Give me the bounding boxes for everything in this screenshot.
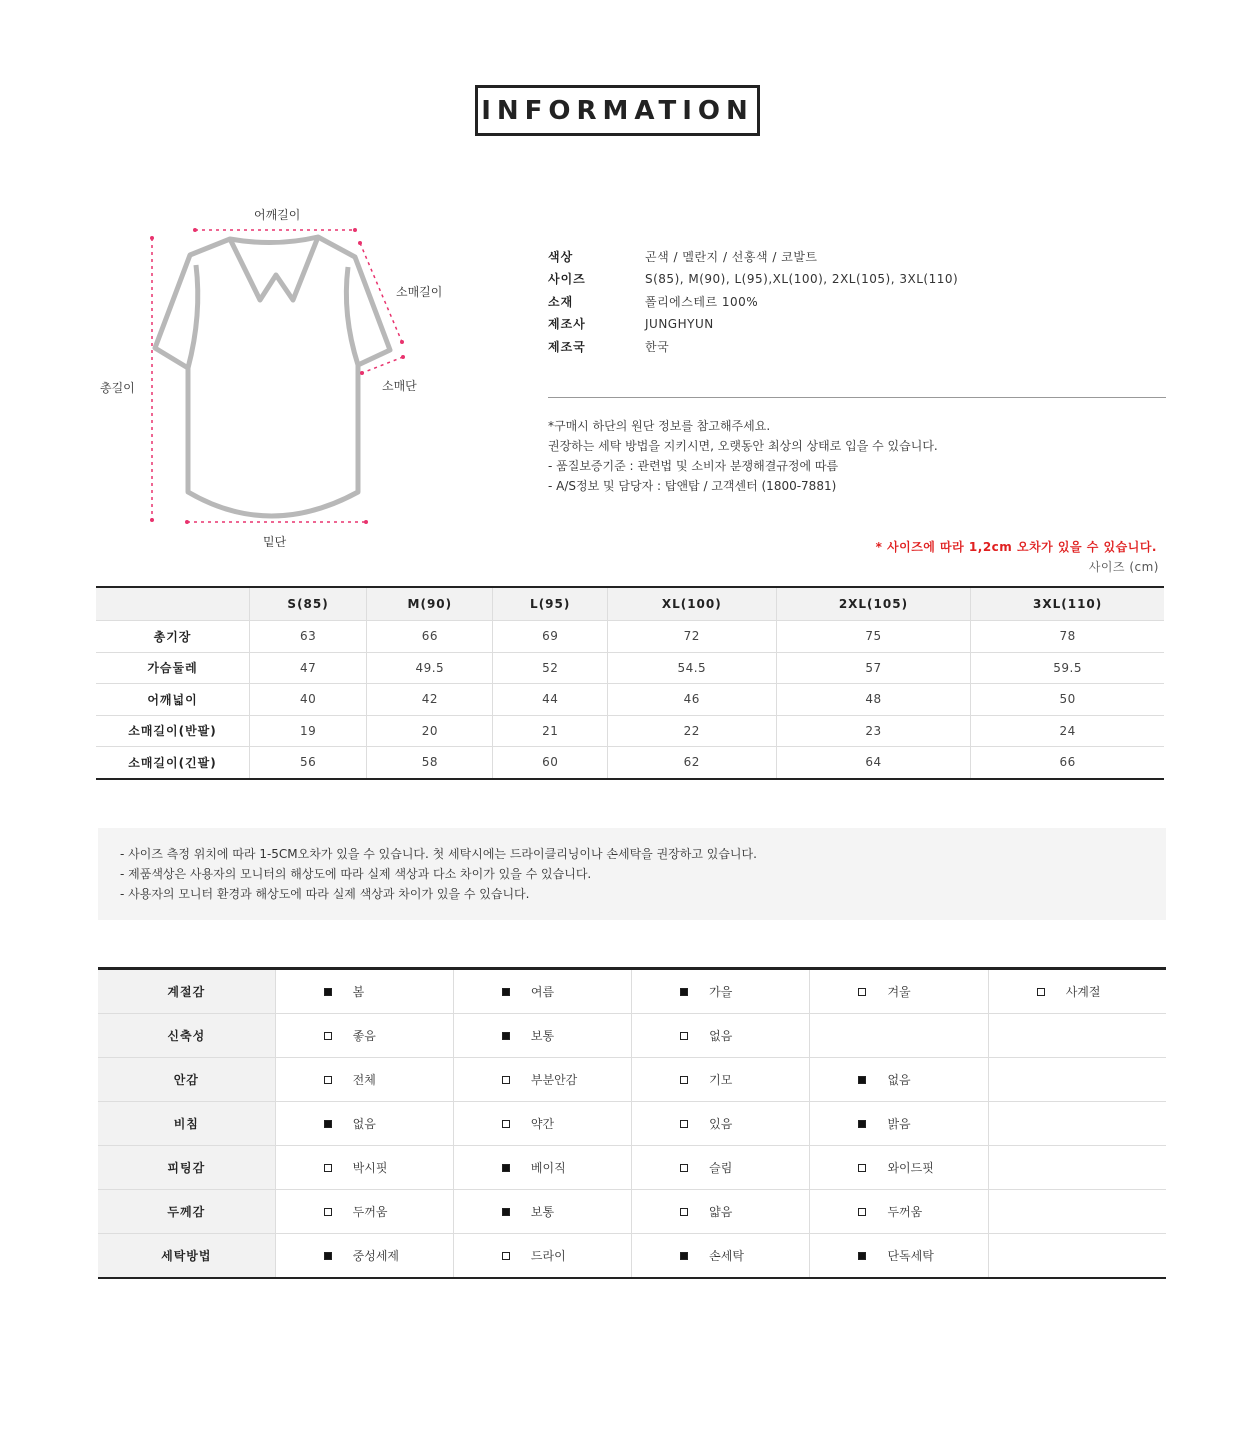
header-cell: XL(100)	[607, 587, 776, 621]
property-cell	[275, 1014, 453, 1058]
table-cell: 49.5	[367, 652, 493, 684]
table-cell: 63	[250, 621, 367, 653]
option-label: 좋음	[352, 1029, 376, 1043]
unchecked-box-icon	[502, 1252, 510, 1260]
table-row	[98, 969, 1166, 1014]
property-option	[989, 983, 1166, 1000]
option-label: 얇음	[709, 1205, 733, 1219]
option-label: 부분안감	[530, 1073, 578, 1087]
option-label: 보통	[530, 1029, 555, 1043]
property-cell	[988, 1190, 1166, 1234]
property-option	[810, 1071, 987, 1088]
option-label: 드라이	[530, 1249, 566, 1263]
table-row	[96, 621, 1164, 653]
checked-box-icon	[502, 1032, 510, 1040]
property-option	[454, 1247, 631, 1264]
unchecked-box-icon	[324, 1208, 332, 1216]
row-label: 어깨넓이	[96, 684, 250, 716]
unchecked-box-icon	[680, 1164, 688, 1172]
property-cell	[453, 969, 631, 1014]
property-cell	[810, 1234, 988, 1279]
property-cell	[275, 1058, 453, 1102]
unchecked-box-icon	[680, 1208, 688, 1216]
row-label: 총기장	[96, 621, 250, 653]
note-line: *구매시 하단의 원단 정보를 참고해주세요.	[548, 419, 771, 433]
spec-value: 곤색 / 멜란지 / 선홍색 / 코발트	[645, 249, 818, 264]
table-cell: 62	[607, 747, 776, 779]
care-notes-box	[98, 828, 1166, 920]
property-cell	[453, 1014, 631, 1058]
table-cell: 46	[607, 684, 776, 716]
property-cell	[453, 1146, 631, 1190]
property-option	[632, 1071, 809, 1088]
table-cell: 19	[250, 715, 367, 747]
property-cell	[988, 1146, 1166, 1190]
label-hem: 밑단	[263, 535, 287, 549]
property-cell	[453, 1058, 631, 1102]
header-cell: 2XL(105)	[776, 587, 971, 621]
property-cell	[810, 1058, 988, 1102]
checked-box-icon	[502, 1208, 510, 1216]
table-cell: 69	[493, 621, 607, 653]
header-cell: M(90)	[367, 587, 493, 621]
spec-list	[548, 245, 958, 358]
unchecked-box-icon	[680, 1120, 688, 1128]
property-option	[454, 1203, 631, 1220]
spec-row-color	[548, 245, 958, 268]
header-cell: S(85)	[250, 587, 367, 621]
checked-box-icon	[502, 1164, 510, 1172]
property-option	[632, 1027, 809, 1044]
care-note-line: - 사이즈 측정 위치에 따라 1-5CM오차가 있을 수 있습니다. 첫 세탁시에는 드라이클리닝이나 손세탁을 권장하고 있습니다.	[120, 847, 757, 861]
table-cell: 64	[776, 747, 971, 779]
option-label: 가을	[709, 985, 733, 999]
property-option	[276, 1071, 453, 1088]
table-row	[98, 1058, 1166, 1102]
care-note-line: - 사용자의 모니터 환경과 해상도에 따라 실제 색상과 차이가 있을 수 있습니다.	[120, 887, 530, 901]
property-cell	[275, 1190, 453, 1234]
property-cell	[275, 1102, 453, 1146]
property-option	[632, 1247, 809, 1264]
spec-row-maker	[548, 313, 958, 336]
table-row	[96, 715, 1164, 747]
unchecked-box-icon	[324, 1032, 332, 1040]
row-label: 소매길이(긴팔)	[96, 747, 250, 779]
property-option	[810, 1115, 987, 1132]
table-row	[98, 1146, 1166, 1190]
property-option	[454, 1159, 631, 1176]
unchecked-box-icon	[324, 1076, 332, 1084]
checked-box-icon	[324, 1252, 332, 1260]
table-cell: 59.5	[971, 652, 1164, 684]
property-option	[810, 1247, 987, 1264]
table-row	[96, 747, 1164, 779]
fabric-properties-table	[98, 967, 1166, 1279]
label-sleeve-length: 소매길이	[396, 285, 443, 299]
label-sleeve-end: 소매단	[382, 379, 417, 393]
checked-box-icon	[680, 988, 688, 996]
option-label: 여름	[530, 985, 555, 999]
checked-box-icon	[324, 1120, 332, 1128]
table-cell: 21	[493, 715, 607, 747]
property-option	[276, 1159, 453, 1176]
unchecked-box-icon	[502, 1076, 510, 1084]
table-cell: 22	[607, 715, 776, 747]
property-label: 계절감	[98, 969, 275, 1014]
table-cell: 48	[776, 684, 971, 716]
table-row	[98, 1234, 1166, 1279]
option-label: 손세탁	[709, 1249, 744, 1263]
header-cell: L(95)	[493, 587, 607, 621]
property-option	[632, 1115, 809, 1132]
property-label: 피팅감	[98, 1146, 275, 1190]
option-label: 봄	[352, 985, 365, 999]
option-label: 중성세제	[352, 1249, 400, 1263]
property-cell	[988, 1014, 1166, 1058]
care-note-line: - 제품색상은 사용자의 모니터의 해상도에 따라 실제 색상과 다소 차이가 있을 수 있습니다.	[120, 867, 592, 881]
option-label: 기모	[709, 1073, 733, 1087]
property-cell	[275, 969, 453, 1014]
label-shoulder: 어깨길이	[254, 208, 301, 222]
checked-box-icon	[502, 988, 510, 996]
unchecked-box-icon	[680, 1032, 688, 1040]
unchecked-box-icon	[858, 1208, 866, 1216]
spec-label: 사이즈	[548, 272, 586, 287]
property-cell	[453, 1102, 631, 1146]
unchecked-box-icon	[858, 1164, 866, 1172]
table-cell: 57	[776, 652, 971, 684]
spec-value: 폴리에스테르 100%	[645, 294, 759, 309]
checked-box-icon	[680, 1252, 688, 1260]
option-label: 밝음	[887, 1117, 911, 1131]
property-cell	[810, 969, 988, 1014]
option-label: 슬림	[709, 1161, 733, 1175]
table-cell: 40	[250, 684, 367, 716]
note-line: - A/S정보 및 담당자 : 탑앤탑 / 고객센터 (1800-7881)	[548, 479, 837, 493]
table-cell: 60	[493, 747, 607, 779]
property-option	[632, 983, 809, 1000]
property-option	[454, 1071, 631, 1088]
property-cell	[810, 1190, 988, 1234]
property-option	[454, 1027, 631, 1044]
row-label: 소매길이(반팔)	[96, 715, 250, 747]
property-option	[276, 1203, 453, 1220]
checked-box-icon	[858, 1120, 866, 1128]
garment-diagram	[90, 195, 460, 565]
property-option	[810, 1203, 987, 1220]
property-option	[632, 1159, 809, 1176]
table-cell: 56	[250, 747, 367, 779]
option-label: 사계절	[1065, 985, 1101, 999]
option-label: 와이드핏	[887, 1161, 934, 1175]
row-label: 가슴둘레	[96, 652, 250, 684]
property-cell	[810, 1146, 988, 1190]
table-cell: 75	[776, 621, 971, 653]
unchecked-box-icon	[680, 1076, 688, 1084]
table-row	[96, 652, 1164, 684]
property-label: 두께감	[98, 1190, 275, 1234]
option-label: 두꺼움	[352, 1205, 388, 1219]
table-cell: 72	[607, 621, 776, 653]
note-line: 권장하는 세탁 방법을 지키시면, 오랫동안 최상의 상태로 입을 수 있습니다.	[548, 439, 938, 453]
table-row	[98, 1014, 1166, 1058]
option-label: 겨울	[887, 985, 911, 999]
property-cell	[275, 1234, 453, 1279]
table-cell: 66	[367, 621, 493, 653]
property-label: 세탁방법	[98, 1234, 275, 1279]
table-cell: 66	[971, 747, 1164, 779]
table-cell: 52	[493, 652, 607, 684]
table-row	[98, 1190, 1166, 1234]
spec-label: 색상	[548, 249, 574, 264]
unchecked-box-icon	[858, 988, 866, 996]
property-option	[276, 1115, 453, 1132]
divider	[548, 397, 1166, 398]
property-option	[810, 1159, 987, 1176]
size-unit-note: 사이즈 (cm)	[1088, 560, 1159, 574]
option-label: 단독세탁	[887, 1249, 934, 1263]
checked-box-icon	[858, 1076, 866, 1084]
option-label: 박시핏	[352, 1161, 388, 1175]
option-label: 있음	[709, 1117, 733, 1131]
table-cell: 24	[971, 715, 1164, 747]
option-label: 베이직	[530, 1161, 566, 1175]
spec-value: S(85), M(90), L(95),XL(100), 2XL(105), 3XL(110)	[645, 271, 959, 286]
property-cell	[632, 1146, 810, 1190]
unchecked-box-icon	[324, 1164, 332, 1172]
property-cell	[275, 1146, 453, 1190]
table-row	[98, 1102, 1166, 1146]
spec-value: 한국	[645, 339, 670, 354]
property-cell	[453, 1234, 631, 1279]
property-cell	[988, 1058, 1166, 1102]
spec-value: JUNGHYUN	[645, 316, 714, 331]
spec-row-size	[548, 268, 958, 291]
table-cell: 78	[971, 621, 1164, 653]
table-cell: 54.5	[607, 652, 776, 684]
property-label: 안감	[98, 1058, 275, 1102]
property-cell	[810, 1014, 988, 1058]
table-cell: 20	[367, 715, 493, 747]
info-notes	[548, 416, 938, 496]
unchecked-box-icon	[1037, 988, 1045, 996]
table-cell: 44	[493, 684, 607, 716]
property-cell	[632, 1014, 810, 1058]
table-cell: 42	[367, 684, 493, 716]
label-total-length: 총길이	[100, 381, 135, 395]
property-option	[276, 1027, 453, 1044]
table-cell: 47	[250, 652, 367, 684]
property-cell	[988, 1234, 1166, 1279]
property-cell	[988, 1102, 1166, 1146]
size-table-header	[96, 587, 1164, 621]
spec-row-material	[548, 290, 958, 313]
property-label: 신축성	[98, 1014, 275, 1058]
option-label: 없음	[352, 1117, 376, 1131]
spec-label: 제조국	[548, 339, 586, 354]
property-cell	[632, 1234, 810, 1279]
option-label: 없음	[709, 1029, 733, 1043]
property-cell	[632, 1102, 810, 1146]
header-cell	[96, 587, 250, 621]
option-label: 보통	[530, 1205, 555, 1219]
size-table	[96, 586, 1164, 780]
property-cell	[632, 1058, 810, 1102]
property-option	[632, 1203, 809, 1220]
option-label: 없음	[887, 1073, 911, 1087]
table-cell: 58	[367, 747, 493, 779]
spec-label: 소재	[548, 294, 574, 309]
property-cell	[988, 969, 1166, 1014]
header-cell: 3XL(110)	[971, 587, 1164, 621]
spec-row-origin	[548, 335, 958, 358]
spec-label: 제조사	[548, 317, 586, 332]
property-option	[810, 983, 987, 1000]
table-cell: 23	[776, 715, 971, 747]
unchecked-box-icon	[502, 1120, 510, 1128]
property-cell	[632, 969, 810, 1014]
property-cell	[632, 1190, 810, 1234]
property-label: 비침	[98, 1102, 275, 1146]
property-cell	[453, 1190, 631, 1234]
property-option	[454, 983, 631, 1000]
note-line: - 품질보증기준 : 관련법 및 소비자 분쟁해결규정에 따름	[548, 459, 839, 473]
size-tolerance-note: * 사이즈에 따라 1,2cm 오차가 있을 수 있습니다.	[875, 540, 1157, 554]
page-title: INFORMATION	[475, 85, 760, 136]
property-option	[454, 1115, 631, 1132]
option-label: 전체	[352, 1073, 376, 1087]
property-option	[276, 1247, 453, 1264]
table-cell: 50	[971, 684, 1164, 716]
option-label: 두꺼움	[887, 1205, 923, 1219]
checked-box-icon	[858, 1252, 866, 1260]
checked-box-icon	[324, 988, 332, 996]
option-label: 약간	[530, 1117, 555, 1131]
table-row	[96, 684, 1164, 716]
property-option	[276, 983, 453, 1000]
property-cell	[810, 1102, 988, 1146]
